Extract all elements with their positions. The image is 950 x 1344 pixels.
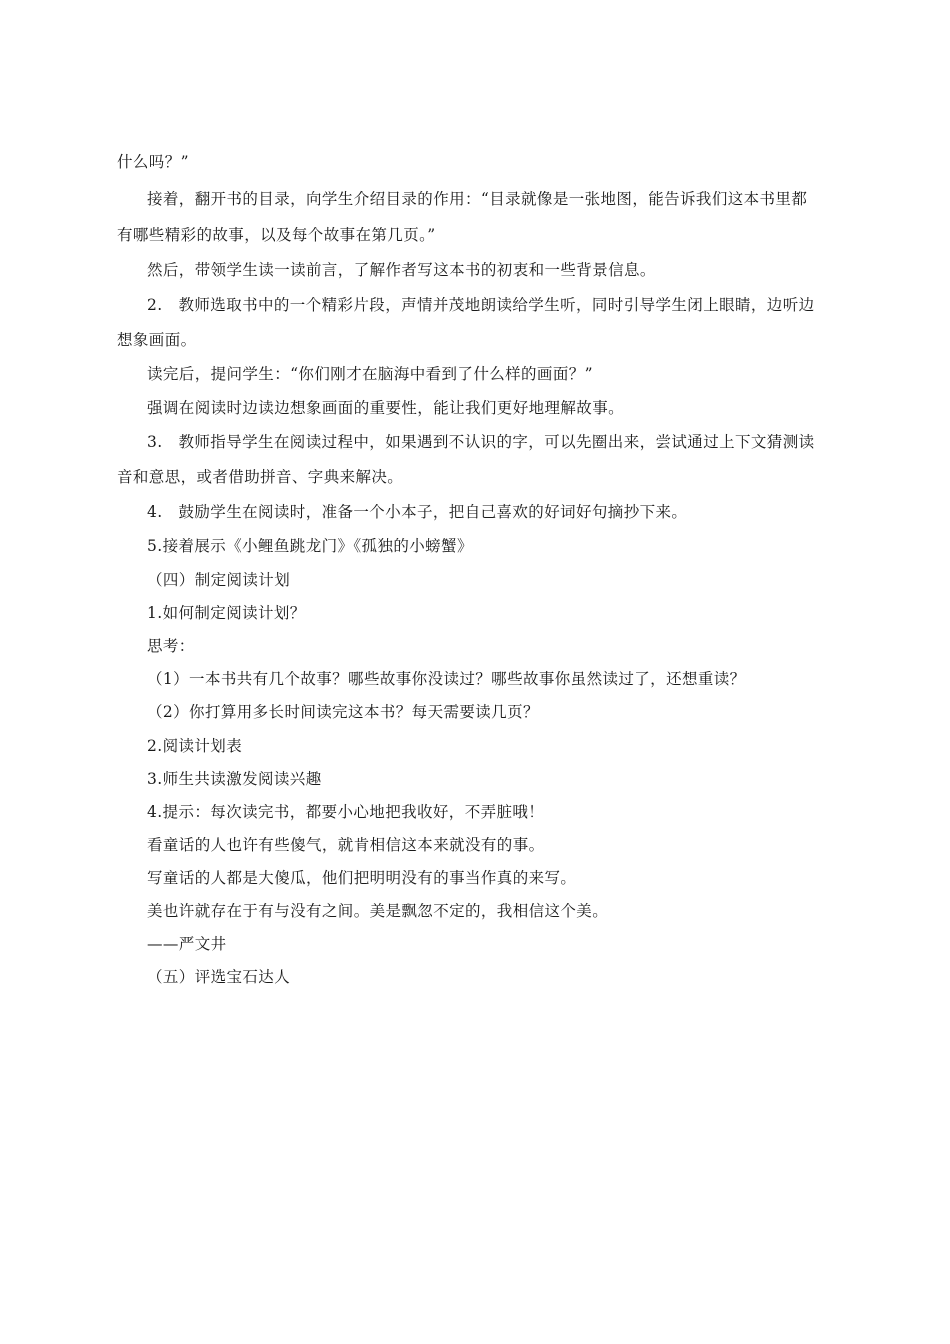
paragraph-line-10: 音和意思，或者借助拼音、字典来解决。: [117, 468, 404, 486]
paragraph-line-12: 5.接着展示《小鲤鱼跳龙门》《孤独的小螃蟹》: [147, 537, 473, 555]
section-heading-5: （五）评选宝石达人: [147, 968, 291, 986]
paragraph-line-1: 什么吗？”: [117, 153, 189, 171]
quote-line-1: 看童话的人也许有些傻气，就肯相信这本来就没有的事。: [147, 836, 545, 854]
paragraph-line-18: 2.阅读计划表: [147, 737, 243, 755]
quote-attribution: ——严文井: [147, 935, 227, 953]
paragraph-line-14: 1.如何制定阅读计划？: [147, 604, 306, 622]
paragraph-line-2: 接着，翻开书的目录，向学生介绍目录的作用：“目录就像是一张地图，能告诉我们这本书里都: [147, 190, 808, 208]
paragraph-line-9: 3. 教师指导学生在阅读过程中，如果遇到不认识的字，可以先圈出来，尝试通过上下文猜测读: [147, 433, 815, 451]
paragraph-line-11: 4. 鼓励学生在阅读时，准备一个小本子，把自己喜欢的好词好句摘抄下来。: [147, 503, 688, 521]
paragraph-line-16: （1）一本书共有几个故事？哪些故事你没读过？哪些故事你虽然读过了，还想重读？: [147, 670, 746, 688]
paragraph-line-15: 思考：: [147, 637, 195, 655]
paragraph-line-5: 2. 教师选取书中的一个精彩片段，声情并茂地朗读给学生听，同时引导学生闭上眼睛，边听边: [147, 296, 815, 314]
paragraph-line-20: 4.提示：每次读完书，都要小心地把我收好，不弄脏哦！: [147, 803, 545, 821]
paragraph-line-17: （2）你打算用多长时间读完这本书？每天需要读几页？: [147, 703, 539, 721]
paragraph-line-7: 读完后，提问学生：“你们刚才在脑海中看到了什么样的画面？”: [147, 365, 593, 383]
paragraph-line-8: 强调在阅读时边读边想象画面的重要性，能让我们更好地理解故事。: [147, 399, 625, 417]
paragraph-line-3: 有哪些精彩的故事，以及每个故事在第几页。”: [117, 226, 436, 244]
section-heading-4: （四）制定阅读计划: [147, 571, 291, 589]
paragraph-line-4: 然后，带领学生读一读前言，了解作者写这本书的初衷和一些背景信息。: [147, 261, 656, 279]
quote-line-3: 美也许就存在于有与没有之间。美是飘忽不定的，我相信这个美。: [147, 902, 609, 920]
paragraph-line-6: 想象画面。: [117, 331, 197, 349]
quote-line-2: 写童话的人都是大傻瓜，他们把明明没有的事当作真的来写。: [147, 869, 577, 887]
paragraph-line-19: 3.师生共读激发阅读兴趣: [147, 770, 322, 788]
